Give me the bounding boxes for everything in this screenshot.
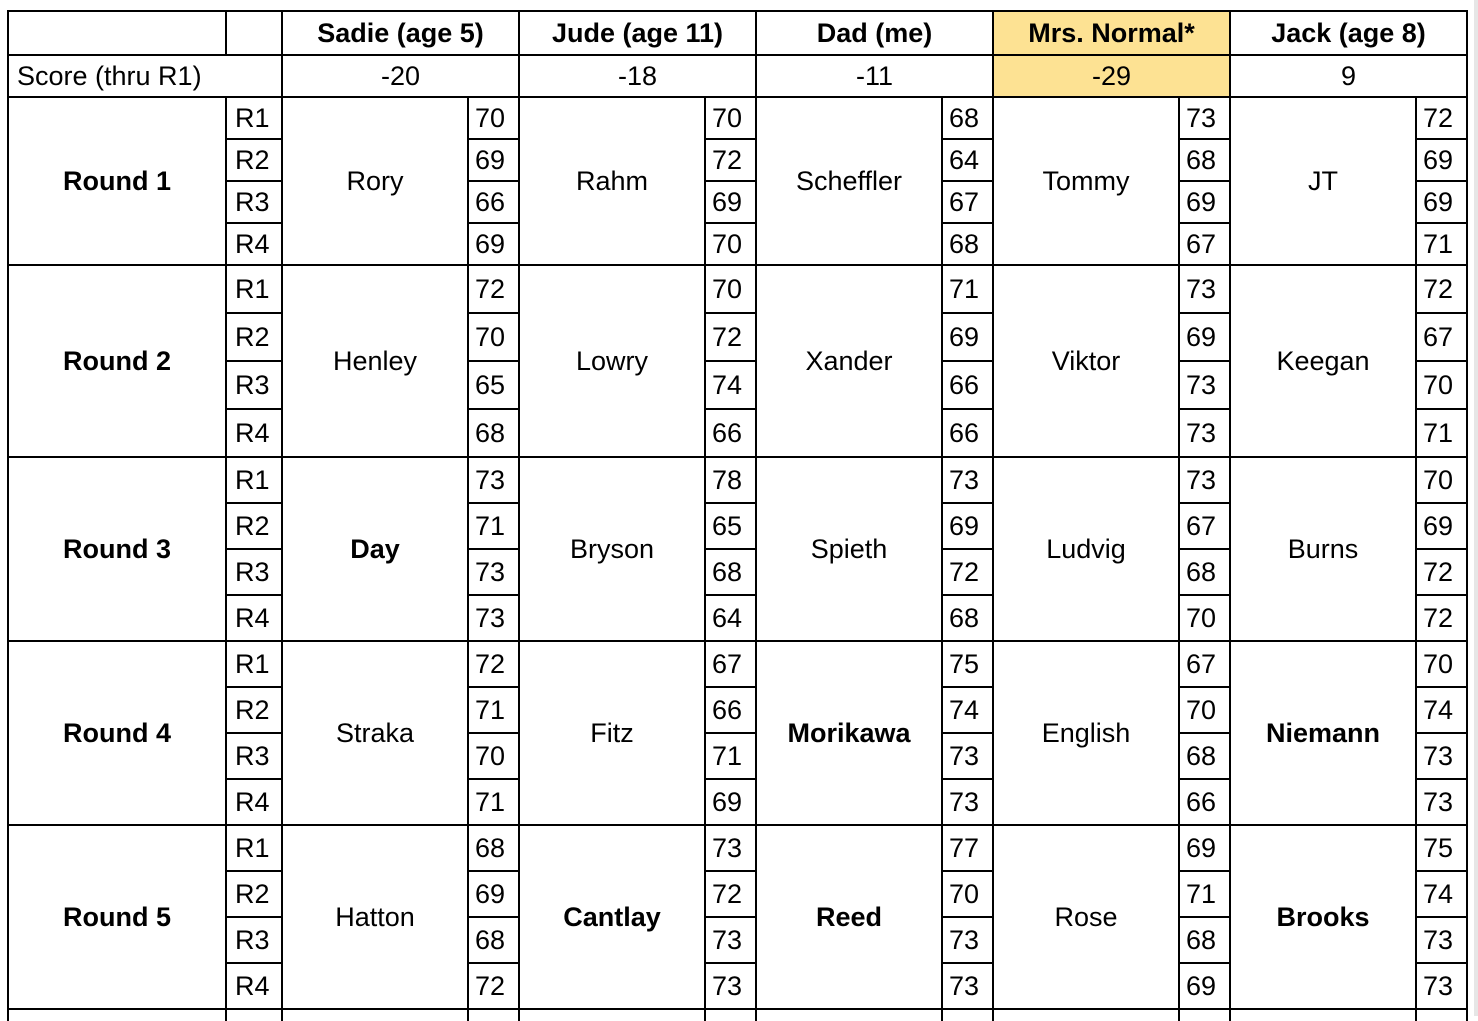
golfer-round-score-cell[interactable]: 72 bbox=[705, 871, 756, 917]
tournament-round-cell[interactable]: R4 bbox=[226, 595, 282, 641]
golfer-round-score-cell[interactable]: 73 bbox=[705, 963, 756, 1009]
round-label-cell[interactable]: Round 1 bbox=[8, 97, 226, 265]
golfer-round-score-cell[interactable]: 68 bbox=[1179, 549, 1230, 595]
golfer-round-score-cell[interactable]: 68 bbox=[942, 595, 993, 641]
round-score-row bbox=[8, 97, 1467, 139]
empty-cell[interactable] bbox=[1416, 1009, 1467, 1021]
golfer-round-score-cell[interactable]: 71 bbox=[1179, 871, 1230, 917]
tournament-round-cell[interactable]: R2 bbox=[226, 503, 282, 549]
player-name-cell[interactable]: Dad (me) bbox=[756, 11, 993, 55]
player-score-cell[interactable]: -29 bbox=[993, 55, 1230, 97]
empty-cell[interactable] bbox=[1230, 1009, 1416, 1021]
golfer-round-score-cell[interactable]: 70 bbox=[705, 97, 756, 139]
golfer-name-cell[interactable]: Morikawa bbox=[756, 641, 942, 825]
golfer-name-cell[interactable]: Fitz bbox=[519, 641, 705, 825]
golfer-round-score-cell[interactable]: 69 bbox=[1179, 825, 1230, 871]
golfer-round-score-cell[interactable]: 70 bbox=[1416, 457, 1467, 503]
tournament-round-cell[interactable]: R2 bbox=[226, 871, 282, 917]
golfer-round-score-cell[interactable]: 71 bbox=[942, 265, 993, 313]
round-label-cell[interactable]: Round 2 bbox=[8, 265, 226, 457]
golfer-round-score-cell[interactable]: 75 bbox=[1416, 825, 1467, 871]
player-name-cell[interactable]: Jude (age 11) bbox=[519, 11, 756, 55]
player-score-cell[interactable]: -20 bbox=[282, 55, 519, 97]
golfer-round-score-cell[interactable]: 67 bbox=[1179, 641, 1230, 687]
golfer-name-cell[interactable]: Straka bbox=[282, 641, 468, 825]
golfer-round-score-cell[interactable]: 70 bbox=[705, 265, 756, 313]
golfer-round-score-cell[interactable]: 73 bbox=[942, 779, 993, 825]
tournament-round-cell[interactable]: R1 bbox=[226, 97, 282, 139]
golfer-name-cell[interactable]: Brooks bbox=[1230, 825, 1416, 1009]
round-score-row bbox=[8, 641, 1467, 687]
player-score-cell[interactable]: -18 bbox=[519, 55, 756, 97]
tournament-round-cell[interactable]: R3 bbox=[226, 549, 282, 595]
round-num-header-cell[interactable] bbox=[226, 11, 282, 55]
golfer-round-score-cell[interactable]: 72 bbox=[1416, 265, 1467, 313]
golfer-round-score-cell[interactable]: 70 bbox=[942, 871, 993, 917]
golfer-name-cell[interactable]: Tommy bbox=[993, 97, 1179, 265]
golfer-round-score-cell[interactable]: 71 bbox=[1416, 409, 1467, 457]
golfer-round-score-cell[interactable]: 77 bbox=[942, 825, 993, 871]
golfer-name-cell[interactable]: JT bbox=[1230, 97, 1416, 265]
golfer-name-cell[interactable]: Bryson bbox=[519, 457, 705, 641]
player-name-cell[interactable]: Mrs. Normal* bbox=[993, 11, 1230, 55]
tournament-round-cell[interactable]: R3 bbox=[226, 361, 282, 409]
golfer-name-cell[interactable]: Henley bbox=[282, 265, 468, 457]
golfer-round-score-cell[interactable]: 72 bbox=[468, 963, 519, 1009]
golfer-round-score-cell[interactable]: 66 bbox=[1179, 779, 1230, 825]
golfer-round-score-cell[interactable]: 73 bbox=[1179, 97, 1230, 139]
golfer-round-score-cell[interactable]: 70 bbox=[1416, 641, 1467, 687]
tournament-round-cell[interactable]: R2 bbox=[226, 313, 282, 361]
golfer-round-score-cell[interactable]: 72 bbox=[468, 641, 519, 687]
golfer-round-score-cell[interactable]: 68 bbox=[468, 409, 519, 457]
round-score-row bbox=[8, 825, 1467, 871]
golfer-round-score-cell[interactable]: 65 bbox=[468, 361, 519, 409]
sheet-gridline-strip bbox=[1474, 0, 1478, 1016]
empty-cell[interactable] bbox=[756, 1009, 942, 1021]
golfer-round-score-cell[interactable]: 69 bbox=[942, 313, 993, 361]
golfer-round-score-cell[interactable]: 73 bbox=[1179, 457, 1230, 503]
golfer-round-score-cell[interactable]: 69 bbox=[1179, 313, 1230, 361]
golfer-round-score-cell[interactable]: 73 bbox=[1179, 265, 1230, 313]
golfer-round-score-cell[interactable]: 73 bbox=[1416, 733, 1467, 779]
golfer-round-score-cell[interactable]: 64 bbox=[942, 139, 993, 181]
golfer-round-score-cell[interactable]: 64 bbox=[705, 595, 756, 641]
golfer-round-score-cell[interactable]: 68 bbox=[942, 97, 993, 139]
golfer-round-score-cell[interactable]: 69 bbox=[942, 503, 993, 549]
golfer-round-score-cell[interactable]: 69 bbox=[468, 871, 519, 917]
golfer-round-score-cell[interactable]: 65 bbox=[705, 503, 756, 549]
golfer-name-cell[interactable]: Keegan bbox=[1230, 265, 1416, 457]
round-label-cell[interactable]: Round 4 bbox=[8, 641, 226, 825]
tournament-round-cell[interactable]: R4 bbox=[226, 223, 282, 265]
golfer-round-score-cell[interactable]: 70 bbox=[705, 223, 756, 265]
golfer-name-cell[interactable]: Hatton bbox=[282, 825, 468, 1009]
draft-scoreboard-table bbox=[7, 10, 1468, 1021]
golfer-round-score-cell[interactable]: 75 bbox=[942, 641, 993, 687]
golfer-round-score-cell[interactable]: 73 bbox=[942, 917, 993, 963]
score-label-cell[interactable]: Score (thru R1) bbox=[8, 55, 282, 97]
golfer-round-score-cell[interactable]: 66 bbox=[942, 409, 993, 457]
golfer-round-score-cell[interactable]: 70 bbox=[1179, 595, 1230, 641]
golfer-round-score-cell[interactable]: 68 bbox=[1179, 917, 1230, 963]
golfer-round-score-cell[interactable]: 72 bbox=[1416, 549, 1467, 595]
golfer-round-score-cell[interactable]: 70 bbox=[1179, 687, 1230, 733]
golfer-round-score-cell[interactable]: 69 bbox=[705, 779, 756, 825]
tournament-round-cell[interactable]: R3 bbox=[226, 733, 282, 779]
tournament-round-cell[interactable]: R2 bbox=[226, 139, 282, 181]
round-score-row bbox=[8, 265, 1467, 313]
round-score-row bbox=[8, 457, 1467, 503]
tournament-round-cell[interactable]: R4 bbox=[226, 409, 282, 457]
tournament-round-cell[interactable]: R3 bbox=[226, 181, 282, 223]
golfer-name-cell[interactable]: Spieth bbox=[756, 457, 942, 641]
golfer-round-score-cell[interactable]: 69 bbox=[1179, 963, 1230, 1009]
golfer-round-score-cell[interactable]: 73 bbox=[1416, 917, 1467, 963]
golfer-round-score-cell[interactable]: 72 bbox=[468, 265, 519, 313]
tournament-round-cell[interactable]: R1 bbox=[226, 265, 282, 313]
player-name-cell[interactable]: Sadie (age 5) bbox=[282, 11, 519, 55]
empty-cell[interactable] bbox=[519, 1009, 705, 1021]
golfer-name-cell[interactable]: Rahm bbox=[519, 97, 705, 265]
golfer-round-score-cell[interactable]: 68 bbox=[942, 223, 993, 265]
corner-cell[interactable] bbox=[8, 11, 226, 55]
golfer-round-score-cell[interactable]: 70 bbox=[468, 97, 519, 139]
golfer-round-score-cell[interactable]: 73 bbox=[468, 549, 519, 595]
golfer-round-score-cell[interactable]: 73 bbox=[705, 917, 756, 963]
tournament-round-cell[interactable]: R2 bbox=[226, 687, 282, 733]
tournament-round-cell[interactable]: R3 bbox=[226, 917, 282, 963]
golfer-round-score-cell[interactable]: 69 bbox=[1416, 139, 1467, 181]
golfer-round-score-cell[interactable]: 66 bbox=[942, 361, 993, 409]
golfer-round-score-cell[interactable]: 73 bbox=[942, 963, 993, 1009]
golfer-round-score-cell[interactable]: 68 bbox=[468, 917, 519, 963]
golfer-round-score-cell[interactable]: 73 bbox=[705, 825, 756, 871]
golfer-round-score-cell[interactable]: 71 bbox=[468, 687, 519, 733]
golfer-round-score-cell[interactable]: 66 bbox=[468, 181, 519, 223]
player-name-cell[interactable]: Jack (age 8) bbox=[1230, 11, 1467, 55]
empty-cell[interactable] bbox=[942, 1009, 993, 1021]
empty-cell[interactable] bbox=[705, 1009, 756, 1021]
golfer-round-score-cell[interactable]: 73 bbox=[468, 595, 519, 641]
golfer-round-score-cell[interactable]: 72 bbox=[1416, 97, 1467, 139]
golfer-round-score-cell[interactable]: 73 bbox=[1179, 409, 1230, 457]
golfer-round-score-cell[interactable]: 72 bbox=[942, 549, 993, 595]
round-label-cell[interactable]: Round 5 bbox=[8, 825, 226, 1009]
golfer-round-score-cell[interactable]: 70 bbox=[468, 733, 519, 779]
golfer-round-score-cell[interactable]: 69 bbox=[705, 181, 756, 223]
empty-cell[interactable] bbox=[282, 1009, 468, 1021]
golfer-round-score-cell[interactable]: 67 bbox=[1179, 223, 1230, 265]
golfer-round-score-cell[interactable]: 70 bbox=[468, 313, 519, 361]
golfer-round-score-cell[interactable]: 67 bbox=[1179, 503, 1230, 549]
golfer-round-score-cell[interactable]: 74 bbox=[705, 361, 756, 409]
player-score-cell[interactable]: 9 bbox=[1230, 55, 1467, 97]
empty-cell[interactable] bbox=[993, 1009, 1179, 1021]
golfer-round-score-cell[interactable]: 69 bbox=[468, 223, 519, 265]
golfer-name-cell[interactable]: Ludvig bbox=[993, 457, 1179, 641]
golfer-round-score-cell[interactable]: 70 bbox=[1416, 361, 1467, 409]
golfer-round-score-cell[interactable]: 68 bbox=[705, 549, 756, 595]
golfer-name-cell[interactable]: Day bbox=[282, 457, 468, 641]
golfer-round-score-cell[interactable]: 69 bbox=[1179, 181, 1230, 223]
golfer-round-score-cell[interactable]: 71 bbox=[1416, 223, 1467, 265]
golfer-round-score-cell[interactable]: 68 bbox=[468, 825, 519, 871]
golfer-round-score-cell[interactable]: 68 bbox=[1179, 733, 1230, 779]
golfer-round-score-cell[interactable]: 67 bbox=[705, 641, 756, 687]
golfer-round-score-cell[interactable]: 71 bbox=[468, 779, 519, 825]
round-label-cell[interactable]: Round 3 bbox=[8, 457, 226, 641]
golfer-round-score-cell[interactable]: 73 bbox=[942, 457, 993, 503]
golfer-round-score-cell[interactable]: 74 bbox=[1416, 687, 1467, 733]
tournament-round-cell[interactable]: R1 bbox=[226, 641, 282, 687]
golfer-round-score-cell[interactable]: 69 bbox=[1416, 181, 1467, 223]
tournament-round-cell[interactable]: R4 bbox=[226, 779, 282, 825]
golfer-name-cell[interactable]: Rory bbox=[282, 97, 468, 265]
golfer-round-score-cell[interactable]: 67 bbox=[942, 181, 993, 223]
player-score-cell[interactable]: -11 bbox=[756, 55, 993, 97]
golfer-round-score-cell[interactable]: 69 bbox=[1416, 503, 1467, 549]
golfer-round-score-cell[interactable]: 69 bbox=[468, 139, 519, 181]
golfer-round-score-cell[interactable]: 73 bbox=[1179, 361, 1230, 409]
golfer-name-cell[interactable]: Rose bbox=[993, 825, 1179, 1009]
golfer-round-score-cell[interactable]: 73 bbox=[1416, 779, 1467, 825]
empty-cell[interactable] bbox=[468, 1009, 519, 1021]
golfer-name-cell[interactable]: English bbox=[993, 641, 1179, 825]
tournament-round-cell[interactable]: R4 bbox=[226, 963, 282, 1009]
golfer-round-score-cell[interactable]: 71 bbox=[705, 733, 756, 779]
golfer-round-score-cell[interactable]: 72 bbox=[705, 139, 756, 181]
golfer-round-score-cell[interactable]: 73 bbox=[468, 457, 519, 503]
partial-row bbox=[8, 1009, 1467, 1021]
golfer-name-cell[interactable]: Scheffler bbox=[756, 97, 942, 265]
golfer-round-score-cell[interactable]: 73 bbox=[1416, 963, 1467, 1009]
golfer-round-score-cell[interactable]: 67 bbox=[1416, 313, 1467, 361]
golfer-round-score-cell[interactable]: 72 bbox=[1416, 595, 1467, 641]
golfer-name-cell[interactable]: Viktor bbox=[993, 265, 1179, 457]
tournament-round-cell[interactable]: R1 bbox=[226, 825, 282, 871]
golfer-name-cell[interactable]: Niemann bbox=[1230, 641, 1416, 825]
player-header-row bbox=[8, 11, 1467, 55]
empty-cell[interactable] bbox=[1179, 1009, 1230, 1021]
golfer-round-score-cell[interactable]: 66 bbox=[705, 409, 756, 457]
golfer-round-score-cell[interactable]: 72 bbox=[705, 313, 756, 361]
golfer-round-score-cell[interactable]: 74 bbox=[942, 687, 993, 733]
score-row bbox=[8, 55, 1467, 97]
golfer-name-cell[interactable]: Cantlay bbox=[519, 825, 705, 1009]
golfer-name-cell[interactable]: Reed bbox=[756, 825, 942, 1009]
golfer-name-cell[interactable]: Burns bbox=[1230, 457, 1416, 641]
tournament-round-cell[interactable]: R1 bbox=[226, 457, 282, 503]
golfer-round-score-cell[interactable]: 73 bbox=[942, 733, 993, 779]
golfer-round-score-cell[interactable]: 68 bbox=[1179, 139, 1230, 181]
golfer-round-score-cell[interactable]: 66 bbox=[705, 687, 756, 733]
empty-cell[interactable] bbox=[8, 1009, 226, 1021]
golfer-round-score-cell[interactable]: 74 bbox=[1416, 871, 1467, 917]
golfer-round-score-cell[interactable]: 71 bbox=[468, 503, 519, 549]
empty-cell[interactable] bbox=[226, 1009, 282, 1021]
golfer-name-cell[interactable]: Lowry bbox=[519, 265, 705, 457]
golfer-round-score-cell[interactable]: 78 bbox=[705, 457, 756, 503]
golfer-name-cell[interactable]: Xander bbox=[756, 265, 942, 457]
